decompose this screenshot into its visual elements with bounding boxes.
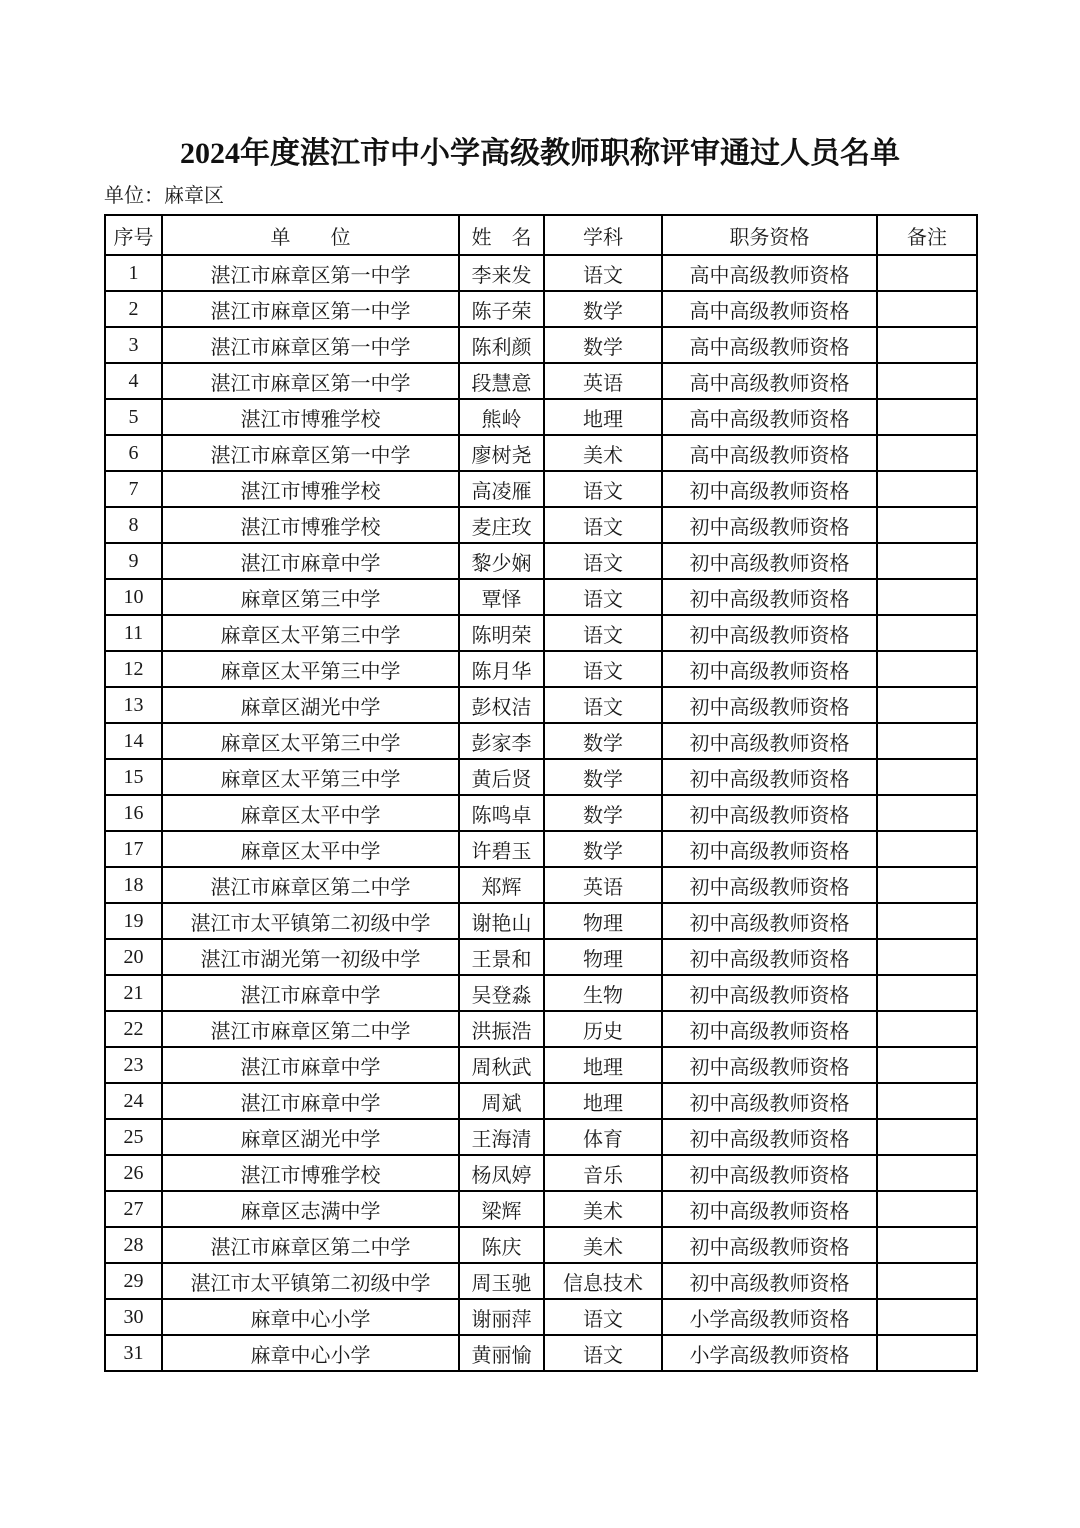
table-row: [105, 327, 977, 363]
cell-no: 28: [105, 1227, 162, 1263]
cell-remark: [877, 255, 977, 291]
table-row: [105, 1011, 977, 1047]
cell-qualification: 高中高级教师资格: [662, 363, 877, 399]
cell-name: 覃怿: [459, 579, 544, 615]
cell-remark: [877, 759, 977, 795]
cell-qualification: 初中高级教师资格: [662, 1011, 877, 1047]
cell-subject: 历史: [544, 1011, 662, 1047]
cell-no: 18: [105, 867, 162, 903]
cell-name: 黄丽愉: [459, 1335, 544, 1371]
table-row: [105, 579, 977, 615]
cell-unit: 湛江市太平镇第二初级中学: [162, 1263, 459, 1299]
cell-remark: [877, 1227, 977, 1263]
cell-no: 24: [105, 1083, 162, 1119]
cell-qualification: 初中高级教师资格: [662, 795, 877, 831]
cell-qualification: 初中高级教师资格: [662, 867, 877, 903]
table-row: [105, 1191, 977, 1227]
cell-qualification: 初中高级教师资格: [662, 615, 877, 651]
cell-unit: 湛江市麻章区第一中学: [162, 327, 459, 363]
cell-remark: [877, 399, 977, 435]
table-row: [105, 1299, 977, 1335]
cell-qualification: 小学高级教师资格: [662, 1299, 877, 1335]
cell-unit: 湛江市博雅学校: [162, 507, 459, 543]
cell-qualification: 初中高级教师资格: [662, 1047, 877, 1083]
cell-qualification: 初中高级教师资格: [662, 975, 877, 1011]
cell-subject: 生物: [544, 975, 662, 1011]
cell-qualification: 初中高级教师资格: [662, 759, 877, 795]
cell-subject: 数学: [544, 723, 662, 759]
cell-name: 段慧意: [459, 363, 544, 399]
column-header-remark: 备注: [877, 215, 977, 255]
cell-subject: 体育: [544, 1119, 662, 1155]
cell-unit: 麻章区太平中学: [162, 795, 459, 831]
cell-subject: 语文: [544, 1335, 662, 1371]
cell-name: 陈子荣: [459, 291, 544, 327]
cell-name: 黎少娴: [459, 543, 544, 579]
cell-name: 周秋武: [459, 1047, 544, 1083]
cell-no: 1: [105, 255, 162, 291]
cell-subject: 音乐: [544, 1155, 662, 1191]
cell-unit: 湛江市博雅学校: [162, 1155, 459, 1191]
cell-subject: 美术: [544, 1191, 662, 1227]
table-row: [105, 975, 977, 1011]
cell-qualification: 初中高级教师资格: [662, 687, 877, 723]
cell-no: 14: [105, 723, 162, 759]
cell-unit: 麻章区志满中学: [162, 1191, 459, 1227]
table-row: [105, 363, 977, 399]
table-row: [105, 1155, 977, 1191]
cell-subject: 数学: [544, 831, 662, 867]
cell-no: 23: [105, 1047, 162, 1083]
cell-qualification: 初中高级教师资格: [662, 1263, 877, 1299]
cell-unit: 湛江市麻章区第一中学: [162, 435, 459, 471]
cell-unit: 麻章区湖光中学: [162, 1119, 459, 1155]
cell-subject: 语文: [544, 543, 662, 579]
table-row: [105, 867, 977, 903]
cell-no: 10: [105, 579, 162, 615]
cell-name: 熊岭: [459, 399, 544, 435]
cell-name: 郑辉: [459, 867, 544, 903]
cell-unit: 湛江市麻章区第一中学: [162, 255, 459, 291]
column-header-unit: 单 位: [162, 215, 459, 255]
cell-no: 4: [105, 363, 162, 399]
cell-no: 26: [105, 1155, 162, 1191]
cell-unit: 湛江市博雅学校: [162, 399, 459, 435]
cell-subject: 数学: [544, 795, 662, 831]
cell-remark: [877, 615, 977, 651]
cell-no: 21: [105, 975, 162, 1011]
cell-no: 17: [105, 831, 162, 867]
cell-remark: [877, 651, 977, 687]
cell-name: 梁辉: [459, 1191, 544, 1227]
cell-name: 许碧玉: [459, 831, 544, 867]
cell-remark: [877, 939, 977, 975]
cell-unit: 湛江市麻章中学: [162, 1083, 459, 1119]
cell-name: 陈鸣卓: [459, 795, 544, 831]
table-row: [105, 831, 977, 867]
cell-unit: 麻章区太平第三中学: [162, 759, 459, 795]
cell-name: 杨凤婷: [459, 1155, 544, 1191]
cell-qualification: 高中高级教师资格: [662, 435, 877, 471]
cell-remark: [877, 507, 977, 543]
cell-name: 周斌: [459, 1083, 544, 1119]
cell-remark: [877, 1263, 977, 1299]
cell-qualification: 初中高级教师资格: [662, 651, 877, 687]
cell-unit: 麻章区第三中学: [162, 579, 459, 615]
table-row: [105, 939, 977, 975]
cell-subject: 美术: [544, 1227, 662, 1263]
table-row: [105, 435, 977, 471]
cell-name: 黄后贤: [459, 759, 544, 795]
cell-subject: 语文: [544, 579, 662, 615]
cell-name: 彭权洁: [459, 687, 544, 723]
table-row: [105, 543, 977, 579]
cell-qualification: 初中高级教师资格: [662, 903, 877, 939]
table-row: [105, 255, 977, 291]
cell-unit: 湛江市麻章中学: [162, 543, 459, 579]
cell-unit: 湛江市麻章区第一中学: [162, 363, 459, 399]
cell-no: 20: [105, 939, 162, 975]
cell-remark: [877, 687, 977, 723]
cell-no: 2: [105, 291, 162, 327]
cell-name: 廖树尧: [459, 435, 544, 471]
table-row: [105, 399, 977, 435]
cell-remark: [877, 1299, 977, 1335]
cell-unit: 麻章区太平第三中学: [162, 615, 459, 651]
table-row: [105, 1227, 977, 1263]
table-row: [105, 687, 977, 723]
cell-name: 高凌雁: [459, 471, 544, 507]
table-row: [105, 723, 977, 759]
cell-qualification: 初中高级教师资格: [662, 1083, 877, 1119]
cell-no: 3: [105, 327, 162, 363]
cell-unit: 湛江市麻章区第二中学: [162, 1011, 459, 1047]
cell-name: 彭家李: [459, 723, 544, 759]
cell-qualification: 高中高级教师资格: [662, 291, 877, 327]
cell-no: 22: [105, 1011, 162, 1047]
cell-remark: [877, 1191, 977, 1227]
cell-remark: [877, 795, 977, 831]
cell-unit: 麻章中心小学: [162, 1335, 459, 1371]
cell-no: 11: [105, 615, 162, 651]
cell-no: 19: [105, 903, 162, 939]
cell-remark: [877, 1047, 977, 1083]
cell-unit: 湛江市麻章区第二中学: [162, 867, 459, 903]
cell-no: 25: [105, 1119, 162, 1155]
table-row: [105, 651, 977, 687]
table-row: [105, 795, 977, 831]
cell-subject: 英语: [544, 363, 662, 399]
table-row: [105, 1119, 977, 1155]
cell-unit: 麻章区太平第三中学: [162, 651, 459, 687]
table-row: [105, 615, 977, 651]
cell-name: 吴登淼: [459, 975, 544, 1011]
cell-remark: [877, 1335, 977, 1371]
cell-subject: 语文: [544, 687, 662, 723]
cell-qualification: 初中高级教师资格: [662, 1191, 877, 1227]
cell-remark: [877, 291, 977, 327]
cell-qualification: 初中高级教师资格: [662, 831, 877, 867]
cell-unit: 湛江市博雅学校: [162, 471, 459, 507]
cell-qualification: 初中高级教师资格: [662, 723, 877, 759]
cell-name: 陈庆: [459, 1227, 544, 1263]
cell-name: 麦庄玫: [459, 507, 544, 543]
cell-subject: 语文: [544, 615, 662, 651]
cell-remark: [877, 543, 977, 579]
cell-subject: 语文: [544, 255, 662, 291]
cell-unit: 湛江市湖光第一初级中学: [162, 939, 459, 975]
cell-subject: 语文: [544, 1299, 662, 1335]
column-header-qualification: 职务资格: [662, 215, 877, 255]
cell-no: 29: [105, 1263, 162, 1299]
cell-unit: 麻章中心小学: [162, 1299, 459, 1335]
cell-no: 16: [105, 795, 162, 831]
cell-remark: [877, 831, 977, 867]
cell-subject: 英语: [544, 867, 662, 903]
table-row: [105, 1263, 977, 1299]
table-row: [105, 291, 977, 327]
table-row: [105, 471, 977, 507]
cell-subject: 物理: [544, 939, 662, 975]
cell-subject: 语文: [544, 471, 662, 507]
cell-subject: 信息技术: [544, 1263, 662, 1299]
table-row: [105, 1335, 977, 1371]
cell-remark: [877, 579, 977, 615]
cell-no: 6: [105, 435, 162, 471]
cell-qualification: 初中高级教师资格: [662, 471, 877, 507]
cell-subject: 数学: [544, 759, 662, 795]
cell-remark: [877, 327, 977, 363]
cell-subject: 地理: [544, 399, 662, 435]
page-title: 2024年度湛江市中小学高级教师职称评审通过人员名单: [180, 137, 900, 170]
cell-remark: [877, 363, 977, 399]
cell-subject: 数学: [544, 327, 662, 363]
cell-name: 陈月华: [459, 651, 544, 687]
cell-no: 15: [105, 759, 162, 795]
cell-subject: 语文: [544, 651, 662, 687]
cell-remark: [877, 1119, 977, 1155]
cell-subject: 数学: [544, 291, 662, 327]
cell-subject: 地理: [544, 1083, 662, 1119]
cell-unit: 湛江市麻章区第二中学: [162, 1227, 459, 1263]
unit-label: 单位：麻章区: [104, 185, 224, 207]
cell-remark: [877, 867, 977, 903]
cell-qualification: 小学高级教师资格: [662, 1335, 877, 1371]
cell-name: 谢艳山: [459, 903, 544, 939]
cell-no: 7: [105, 471, 162, 507]
cell-no: 8: [105, 507, 162, 543]
column-header-subject: 学科: [544, 215, 662, 255]
cell-qualification: 初中高级教师资格: [662, 1227, 877, 1263]
cell-name: 陈明荣: [459, 615, 544, 651]
cell-unit: 湛江市太平镇第二初级中学: [162, 903, 459, 939]
cell-remark: [877, 975, 977, 1011]
cell-no: 12: [105, 651, 162, 687]
cell-no: 9: [105, 543, 162, 579]
table-row: [105, 759, 977, 795]
cell-name: 王景和: [459, 939, 544, 975]
cell-subject: 美术: [544, 435, 662, 471]
cell-no: 27: [105, 1191, 162, 1227]
cell-no: 31: [105, 1335, 162, 1371]
cell-qualification: 初中高级教师资格: [662, 507, 877, 543]
cell-name: 王海清: [459, 1119, 544, 1155]
cell-qualification: 高中高级教师资格: [662, 399, 877, 435]
cell-no: 13: [105, 687, 162, 723]
cell-no: 5: [105, 399, 162, 435]
cell-remark: [877, 1083, 977, 1119]
cell-qualification: 高中高级教师资格: [662, 255, 877, 291]
cell-unit: 麻章区太平第三中学: [162, 723, 459, 759]
table-row: [105, 1047, 977, 1083]
cell-remark: [877, 471, 977, 507]
cell-remark: [877, 1011, 977, 1047]
cell-unit: 湛江市麻章中学: [162, 1047, 459, 1083]
cell-remark: [877, 723, 977, 759]
cell-qualification: 初中高级教师资格: [662, 1155, 877, 1191]
cell-unit: 湛江市麻章区第一中学: [162, 291, 459, 327]
table-row: [105, 903, 977, 939]
cell-name: 谢丽萍: [459, 1299, 544, 1335]
cell-subject: 地理: [544, 1047, 662, 1083]
table-row: [105, 507, 977, 543]
cell-qualification: 初中高级教师资格: [662, 579, 877, 615]
cell-subject: 物理: [544, 903, 662, 939]
cell-qualification: 高中高级教师资格: [662, 327, 877, 363]
cell-name: 洪振浩: [459, 1011, 544, 1047]
cell-name: 李来发: [459, 255, 544, 291]
table-body: [105, 255, 977, 1371]
cell-subject: 语文: [544, 507, 662, 543]
cell-qualification: 初中高级教师资格: [662, 543, 877, 579]
cell-qualification: 初中高级教师资格: [662, 939, 877, 975]
cell-name: 陈利颜: [459, 327, 544, 363]
table-header-row: [105, 215, 977, 255]
column-header-name: 姓 名: [459, 215, 544, 255]
cell-unit: 麻章区太平中学: [162, 831, 459, 867]
cell-name: 周玉驰: [459, 1263, 544, 1299]
roster-table: [104, 214, 978, 1372]
cell-remark: [877, 435, 977, 471]
cell-unit: 麻章区湖光中学: [162, 687, 459, 723]
cell-remark: [877, 903, 977, 939]
cell-qualification: 初中高级教师资格: [662, 1119, 877, 1155]
cell-remark: [877, 1155, 977, 1191]
column-header-no: 序号: [105, 215, 162, 255]
cell-unit: 湛江市麻章中学: [162, 975, 459, 1011]
cell-no: 30: [105, 1299, 162, 1335]
table-row: [105, 1083, 977, 1119]
